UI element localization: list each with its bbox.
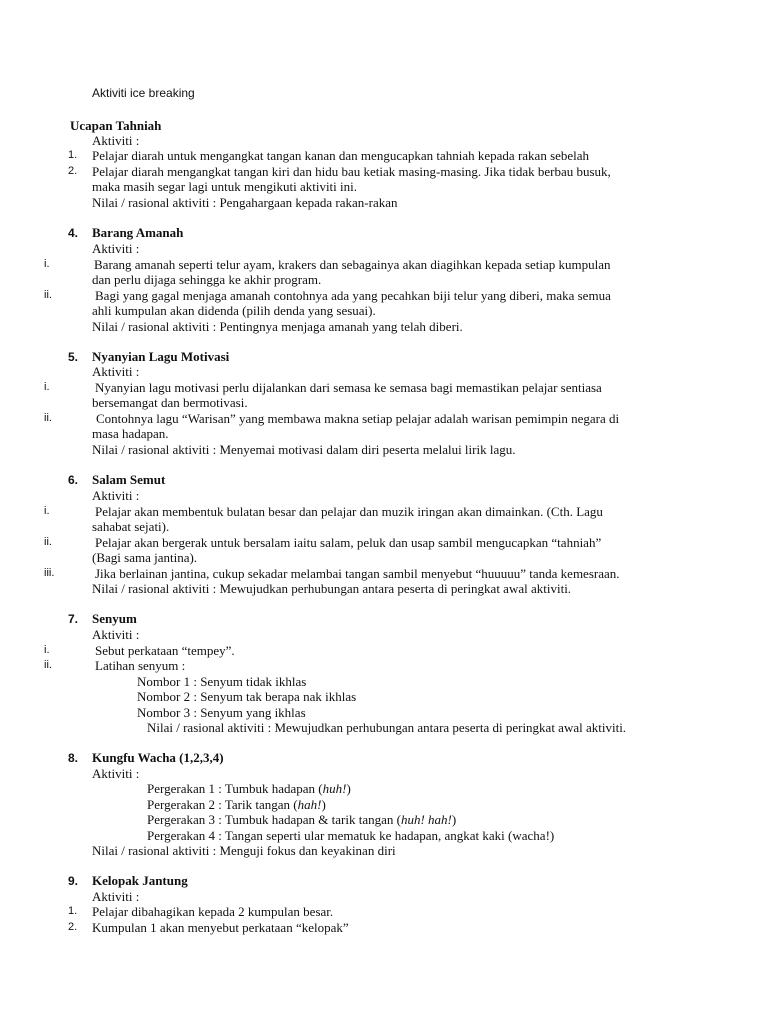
list-item-text: Pelajar diarah untuk mengangkat tangan kanan dan mengucapkan tahniah kepada rakan sebelah bbox=[92, 148, 590, 163]
list-item-text: Kumpulan 1 akan menyebut perkataan “kelopak” bbox=[92, 920, 349, 935]
list-marker: i. bbox=[44, 381, 50, 393]
section-number: 9. bbox=[68, 874, 79, 888]
list-item-text: ahli kumpulan akan didenda (pilih denda yang sesuai). bbox=[92, 303, 376, 318]
list-item-text: Nyanyian lagu motivasi perlu dijalankan dari semasa ke semasa bagi memastikan pelajar sentiasa bbox=[95, 380, 602, 395]
list-item-text: Pelajar diarah mengangkat tangan kiri dan hidu bau ketiak masing-masing. Jika tidak berbau busuk, bbox=[92, 164, 611, 179]
list-marker: ii. bbox=[44, 659, 52, 671]
list-marker: iii. bbox=[44, 567, 55, 579]
list-item-text: masa hadapan. bbox=[92, 426, 169, 441]
section-heading: Senyum bbox=[92, 611, 137, 626]
section-number: 8. bbox=[68, 751, 79, 765]
list-marker: ii. bbox=[44, 412, 52, 424]
list-item-text: Pelajar dibahagikan kepada 2 kumpulan besar. bbox=[92, 904, 334, 919]
section-heading: Ucapan Tahniah bbox=[70, 118, 162, 133]
pergerakan-item: Pergerakan 1 : Tumbuk hadapan (huh!) bbox=[147, 781, 351, 796]
document-title: Aktiviti ice breaking bbox=[92, 86, 195, 100]
list-marker: 2. bbox=[68, 921, 78, 933]
nilai-rasional: Nilai / rasional aktiviti : Mewujudkan perhubungan antara peserta di peringkat awal aktiviti. bbox=[92, 581, 572, 596]
section-heading: Kungfu Wacha (1,2,3,4) bbox=[92, 750, 224, 765]
list-item-text: Sebut perkataan “tempey”. bbox=[95, 643, 235, 658]
list-item-text: sahabat sejati). bbox=[92, 519, 170, 534]
list-item-text: Pelajar akan bergerak untuk bersalam iaitu salam, peluk dan usap sambil mengucapkan “tahniah” bbox=[95, 535, 602, 550]
list-item-text: Barang amanah seperti telur ayam, krakers dan sebagainya akan diagihkan kepada setiap kumpulan bbox=[94, 257, 611, 272]
nilai-rasional: Nilai / rasional aktiviti : Menguji fokus dan keyakinan diri bbox=[92, 843, 396, 858]
aktiviti-label: Aktiviti : bbox=[92, 364, 140, 379]
nilai-rasional: Nilai / rasional aktiviti : Pengahargaan kepada rakan-rakan bbox=[92, 195, 398, 210]
list-item-text: Latihan senyum : bbox=[95, 658, 186, 673]
list-marker: 1. bbox=[68, 149, 78, 161]
section-number: 4. bbox=[68, 226, 79, 240]
aktiviti-label: Aktiviti : bbox=[92, 889, 140, 904]
list-item-text: bersemangat dan bermotivasi. bbox=[92, 395, 248, 410]
nombor-item: Nombor 2 : Senyum tak berapa nak ikhlas bbox=[137, 689, 357, 704]
pergerakan-item: Pergerakan 4 : Tangan seperti ular mematuk ke hadapan, angkat kaki (wacha!) bbox=[147, 828, 555, 843]
pergerakan-item: Pergerakan 2 : Tarik tangan (hah!) bbox=[147, 797, 326, 812]
section-number: 7. bbox=[68, 612, 79, 626]
nilai-rasional: Nilai / rasional aktiviti : Menyemai motivasi dalam diri peserta melalui lirik lagu. bbox=[92, 442, 516, 457]
list-item-text: (Bagi sama jantina). bbox=[92, 550, 198, 565]
section-heading: Salam Semut bbox=[92, 472, 166, 487]
list-marker: i. bbox=[44, 505, 50, 517]
list-item-text: maka masih segar lagi untuk mengikuti aktiviti ini. bbox=[92, 179, 358, 194]
section-number: 5. bbox=[68, 350, 79, 364]
list-item-text: Pelajar akan membentuk bulatan besar dan pelajar dan muzik iringan akan dimainkan. (Cth. Lagu bbox=[95, 504, 603, 519]
list-marker: i. bbox=[44, 644, 50, 656]
list-item-text: Bagi yang gagal menjaga amanah contohnya ada yang pecahkan biji telur yang diberi, maka semua bbox=[95, 288, 611, 303]
aktiviti-label: Aktiviti : bbox=[92, 241, 140, 256]
nilai-rasional: Nilai / rasional aktiviti : Mewujudkan perhubungan antara peserta di peringkat awal aktiviti. bbox=[147, 720, 627, 735]
aktiviti-label: Aktiviti : bbox=[92, 488, 140, 503]
list-item-text: dan perlu dijaga sehingga ke akhir program. bbox=[92, 272, 322, 287]
section-heading: Barang Amanah bbox=[92, 225, 184, 240]
aktiviti-label: Aktiviti : bbox=[92, 766, 140, 781]
list-marker: ii. bbox=[44, 289, 52, 301]
section-number: 6. bbox=[68, 473, 79, 487]
list-marker: ii. bbox=[44, 536, 52, 548]
nilai-rasional: Nilai / rasional aktiviti : Pentingnya menjaga amanah yang telah diberi. bbox=[92, 319, 463, 334]
aktiviti-label: Aktiviti : bbox=[92, 133, 140, 148]
list-marker: i. bbox=[44, 258, 50, 270]
section-heading: Nyanyian Lagu Motivasi bbox=[92, 349, 230, 364]
list-marker: 1. bbox=[68, 905, 78, 917]
list-marker: 2. bbox=[68, 165, 78, 177]
nombor-item: Nombor 1 : Senyum tidak ikhlas bbox=[137, 674, 307, 689]
pergerakan-item: Pergerakan 3 : Tumbuk hadapan & tarik tangan (huh! hah!) bbox=[147, 812, 457, 827]
list-item-text: Contohnya lagu “Warisan” yang membawa makna setiap pelajar adalah warisan pemimpin negara di bbox=[96, 411, 620, 426]
section-heading: Kelopak Jantung bbox=[92, 873, 188, 888]
list-item-text: Jika berlainan jantina, cukup sekadar melambai tangan sambil menyebut “huuuuu” tanda kemesraan. bbox=[95, 566, 620, 581]
aktiviti-label: Aktiviti : bbox=[92, 627, 140, 642]
nombor-item: Nombor 3 : Senyum yang ikhlas bbox=[137, 705, 306, 720]
